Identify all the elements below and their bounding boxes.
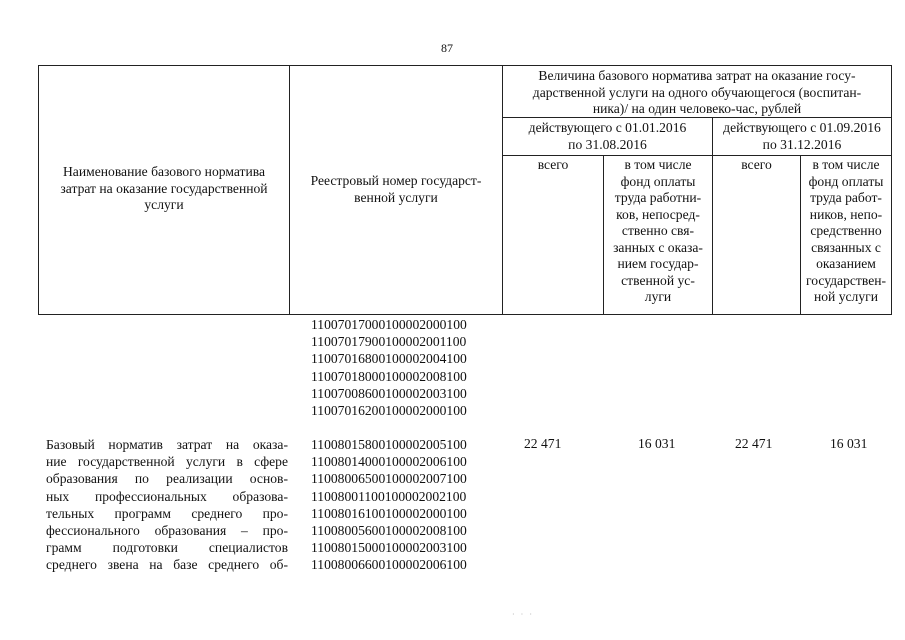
registry-code: 11008006500100002007100: [311, 471, 467, 487]
registry-code: 11007016200100002000100: [311, 402, 467, 418]
header-bottom-border: [38, 314, 892, 315]
header-name-column: Наименование базового норматива затрат на оказание государственной услуги: [60, 164, 268, 212]
registry-code: 11007016800100002004100: [311, 351, 467, 367]
registry-code: 11008015000100002003100: [311, 540, 467, 556]
registry-code: 11008005600100002008100: [311, 522, 467, 538]
header-registry-column: Реестровый номер государст- венной услуги: [310, 173, 482, 205]
registry-code: 11007017900100002001100: [311, 334, 467, 350]
carryover-registry-codes: [311, 316, 467, 419]
page-number: 87: [441, 41, 453, 55]
row-p1-total: 22 471: [524, 436, 562, 451]
registry-code: 11007017000100002000100: [311, 317, 467, 332]
row-registry-codes: [311, 436, 467, 574]
registry-code: 11008001100100002002100: [311, 488, 467, 504]
registry-code: 11008015800100002005100: [311, 437, 467, 452]
table-left-border: [38, 65, 39, 314]
header-period-2: действующего с 01.09.2016 по 31.12.2016: [723, 120, 881, 152]
column-divider-name: [289, 65, 290, 314]
table-right-border: [891, 65, 892, 314]
registry-code: 11008006600100002006100: [311, 557, 467, 573]
row-p2-total: 22 471: [735, 436, 773, 451]
registry-code: 11007008600100002003100: [311, 385, 467, 401]
scan-speckles: · · ·: [512, 610, 534, 619]
registry-code: 11008014000100002006100: [311, 454, 467, 470]
header-period-1: действующего с 01.01.2016 по 31.08.2016: [528, 120, 687, 152]
header-p2-total: всего: [741, 157, 772, 172]
row-p1-wage: 16 031: [638, 436, 676, 451]
subheader-row-border: [502, 155, 892, 156]
row-service-name: Базовый норматив затрат на оказа- ние государственной услуги в сфере образования по реализации основ- ных профессиональных образова- тельных программ среднего про- фессионального образования – про- грамм подготовки специалистов среднего звена на базе среднего об-: [46, 437, 288, 573]
table-top-border: [38, 65, 892, 66]
header-value-title: Величина базового норматива затрат на оказание госу- дарственной услуги на одного обучающегося (воспитан- ника)/ на один человеко-час, рублей: [532, 68, 862, 116]
registry-code: 11008016100100002000100: [311, 505, 467, 521]
header-p2-wage: в том числе фонд оплаты труда работ- ников, непо- средственно связанных с оказанием государствен- ной услуги: [805, 157, 887, 304]
row-p2-wage: 16 031: [830, 436, 868, 451]
header-p1-total: всего: [537, 157, 569, 172]
registry-code: 11007018000100002008100: [311, 368, 467, 384]
header-p1-wage: в том числе фонд оплаты труда работни- ков, непосред- ственно свя- занных с оказа- нием государ- ственной ус- луги: [613, 157, 703, 304]
